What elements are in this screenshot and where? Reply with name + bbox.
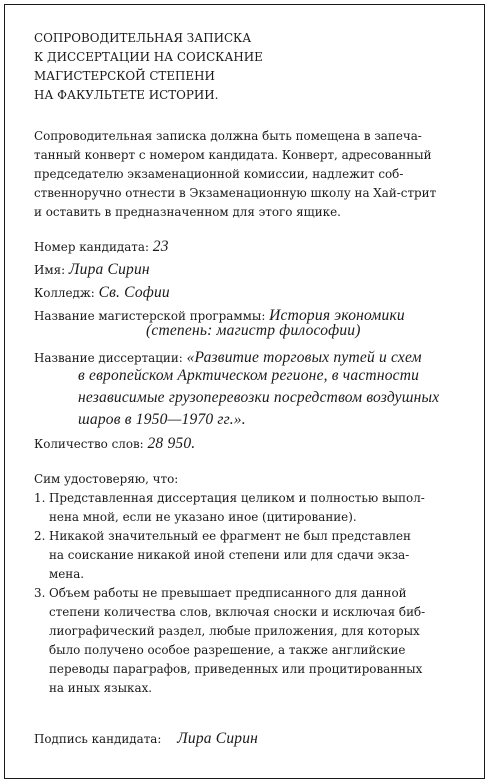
item-line: степени количества слов, включая сноски и исключая биб-: [49, 605, 426, 619]
dissertation-title-line: в европейском Арктическом регионе, в частности: [78, 367, 420, 384]
program-label: Название магистерской программы:: [34, 309, 266, 323]
name-label: Имя:: [34, 263, 66, 277]
program-value-continuation: (степень: магистр философии): [146, 322, 361, 339]
declaration-section: [34, 470, 464, 698]
item-line: нена мной, если не указано иное (цитирование).: [49, 510, 357, 524]
name-value: Лира Сирин: [68, 261, 150, 278]
signature-field: [34, 729, 258, 749]
intro-line: и оставить в предназначенном для этого ящике.: [34, 205, 341, 219]
dissertation-label: Название диссертации:: [34, 351, 183, 365]
document-title: [34, 29, 263, 105]
dissertation-title-line: шаров в 1950—1970 гг.».: [78, 411, 246, 428]
item-line: было получено особое разрешение, а также английские: [49, 643, 406, 657]
signature-value: Лира Сирин: [177, 730, 259, 747]
item-line: Представленная диссертация целиком и полностью выпол-: [49, 491, 425, 505]
word-count-value: 28 950.: [147, 435, 196, 452]
item-number: 2.: [34, 529, 46, 543]
college-label: Колледж:: [34, 286, 95, 300]
declaration-intro: Сим удостоверяю, что:: [34, 472, 179, 486]
item-number: 3.: [34, 586, 46, 600]
candidate-number-value: 23: [152, 238, 169, 255]
intro-paragraph: [34, 127, 464, 222]
item-line: мена.: [49, 567, 85, 581]
item-line: Никакой значительный ее фрагмент не был представлен: [49, 529, 411, 543]
candidate-number-label: Номер кандидата:: [34, 240, 149, 254]
intro-line: танный конверт с номером кандидата. Конверт, адресованный: [34, 148, 432, 162]
intro-line: Сопроводительная записка должна быть помещена в запеча-: [34, 129, 422, 143]
item-line: Объем работы не превышает предписанного для данной: [49, 586, 407, 600]
item-line: на соискание никакой иной степени или для сдачи экза-: [49, 548, 410, 562]
name-field: [34, 260, 150, 280]
signature-label: Подпись кандидата:: [34, 732, 162, 746]
title-line: МАГИСТЕРСКОЙ СТЕПЕНИ: [34, 69, 215, 83]
title-line: НА ФАКУЛЬТЕТЕ ИСТОРИИ.: [34, 88, 219, 102]
college-value: Св. Софии: [98, 284, 170, 301]
item-number: 1.: [34, 491, 46, 505]
dissertation-title-line: «Развитие торговых путей и схем: [186, 349, 422, 366]
intro-line: ственноручно отнести в Экзаменационную школу на Хай-стрит: [34, 186, 437, 200]
college-field: [34, 283, 170, 303]
program-value-line: История экономики: [269, 307, 405, 324]
item-line: лиографический раздел, любые приложения, для которых: [49, 624, 420, 638]
word-count-field: [34, 434, 195, 454]
declaration-item: [34, 489, 464, 527]
title-line: СОПРОВОДИТЕЛЬНАЯ ЗАПИСКА: [34, 31, 252, 45]
word-count-label: Количество слов:: [34, 437, 144, 451]
candidate-number-field: [34, 237, 169, 257]
title-line: К ДИССЕРТАЦИИ НА СОИСКАНИЕ: [34, 50, 263, 64]
item-line: на иных языках.: [49, 681, 153, 695]
declaration-item: [34, 527, 464, 584]
dissertation-field: [34, 348, 422, 368]
item-line: переводы параграфов, приведенных или процитированных: [49, 662, 423, 676]
declaration-item: [34, 584, 464, 698]
dissertation-title-line: независимые грузоперевозки посредством воздушных: [78, 389, 440, 406]
intro-line: председателю экзаменационной комиссии, надлежит соб-: [34, 167, 404, 181]
